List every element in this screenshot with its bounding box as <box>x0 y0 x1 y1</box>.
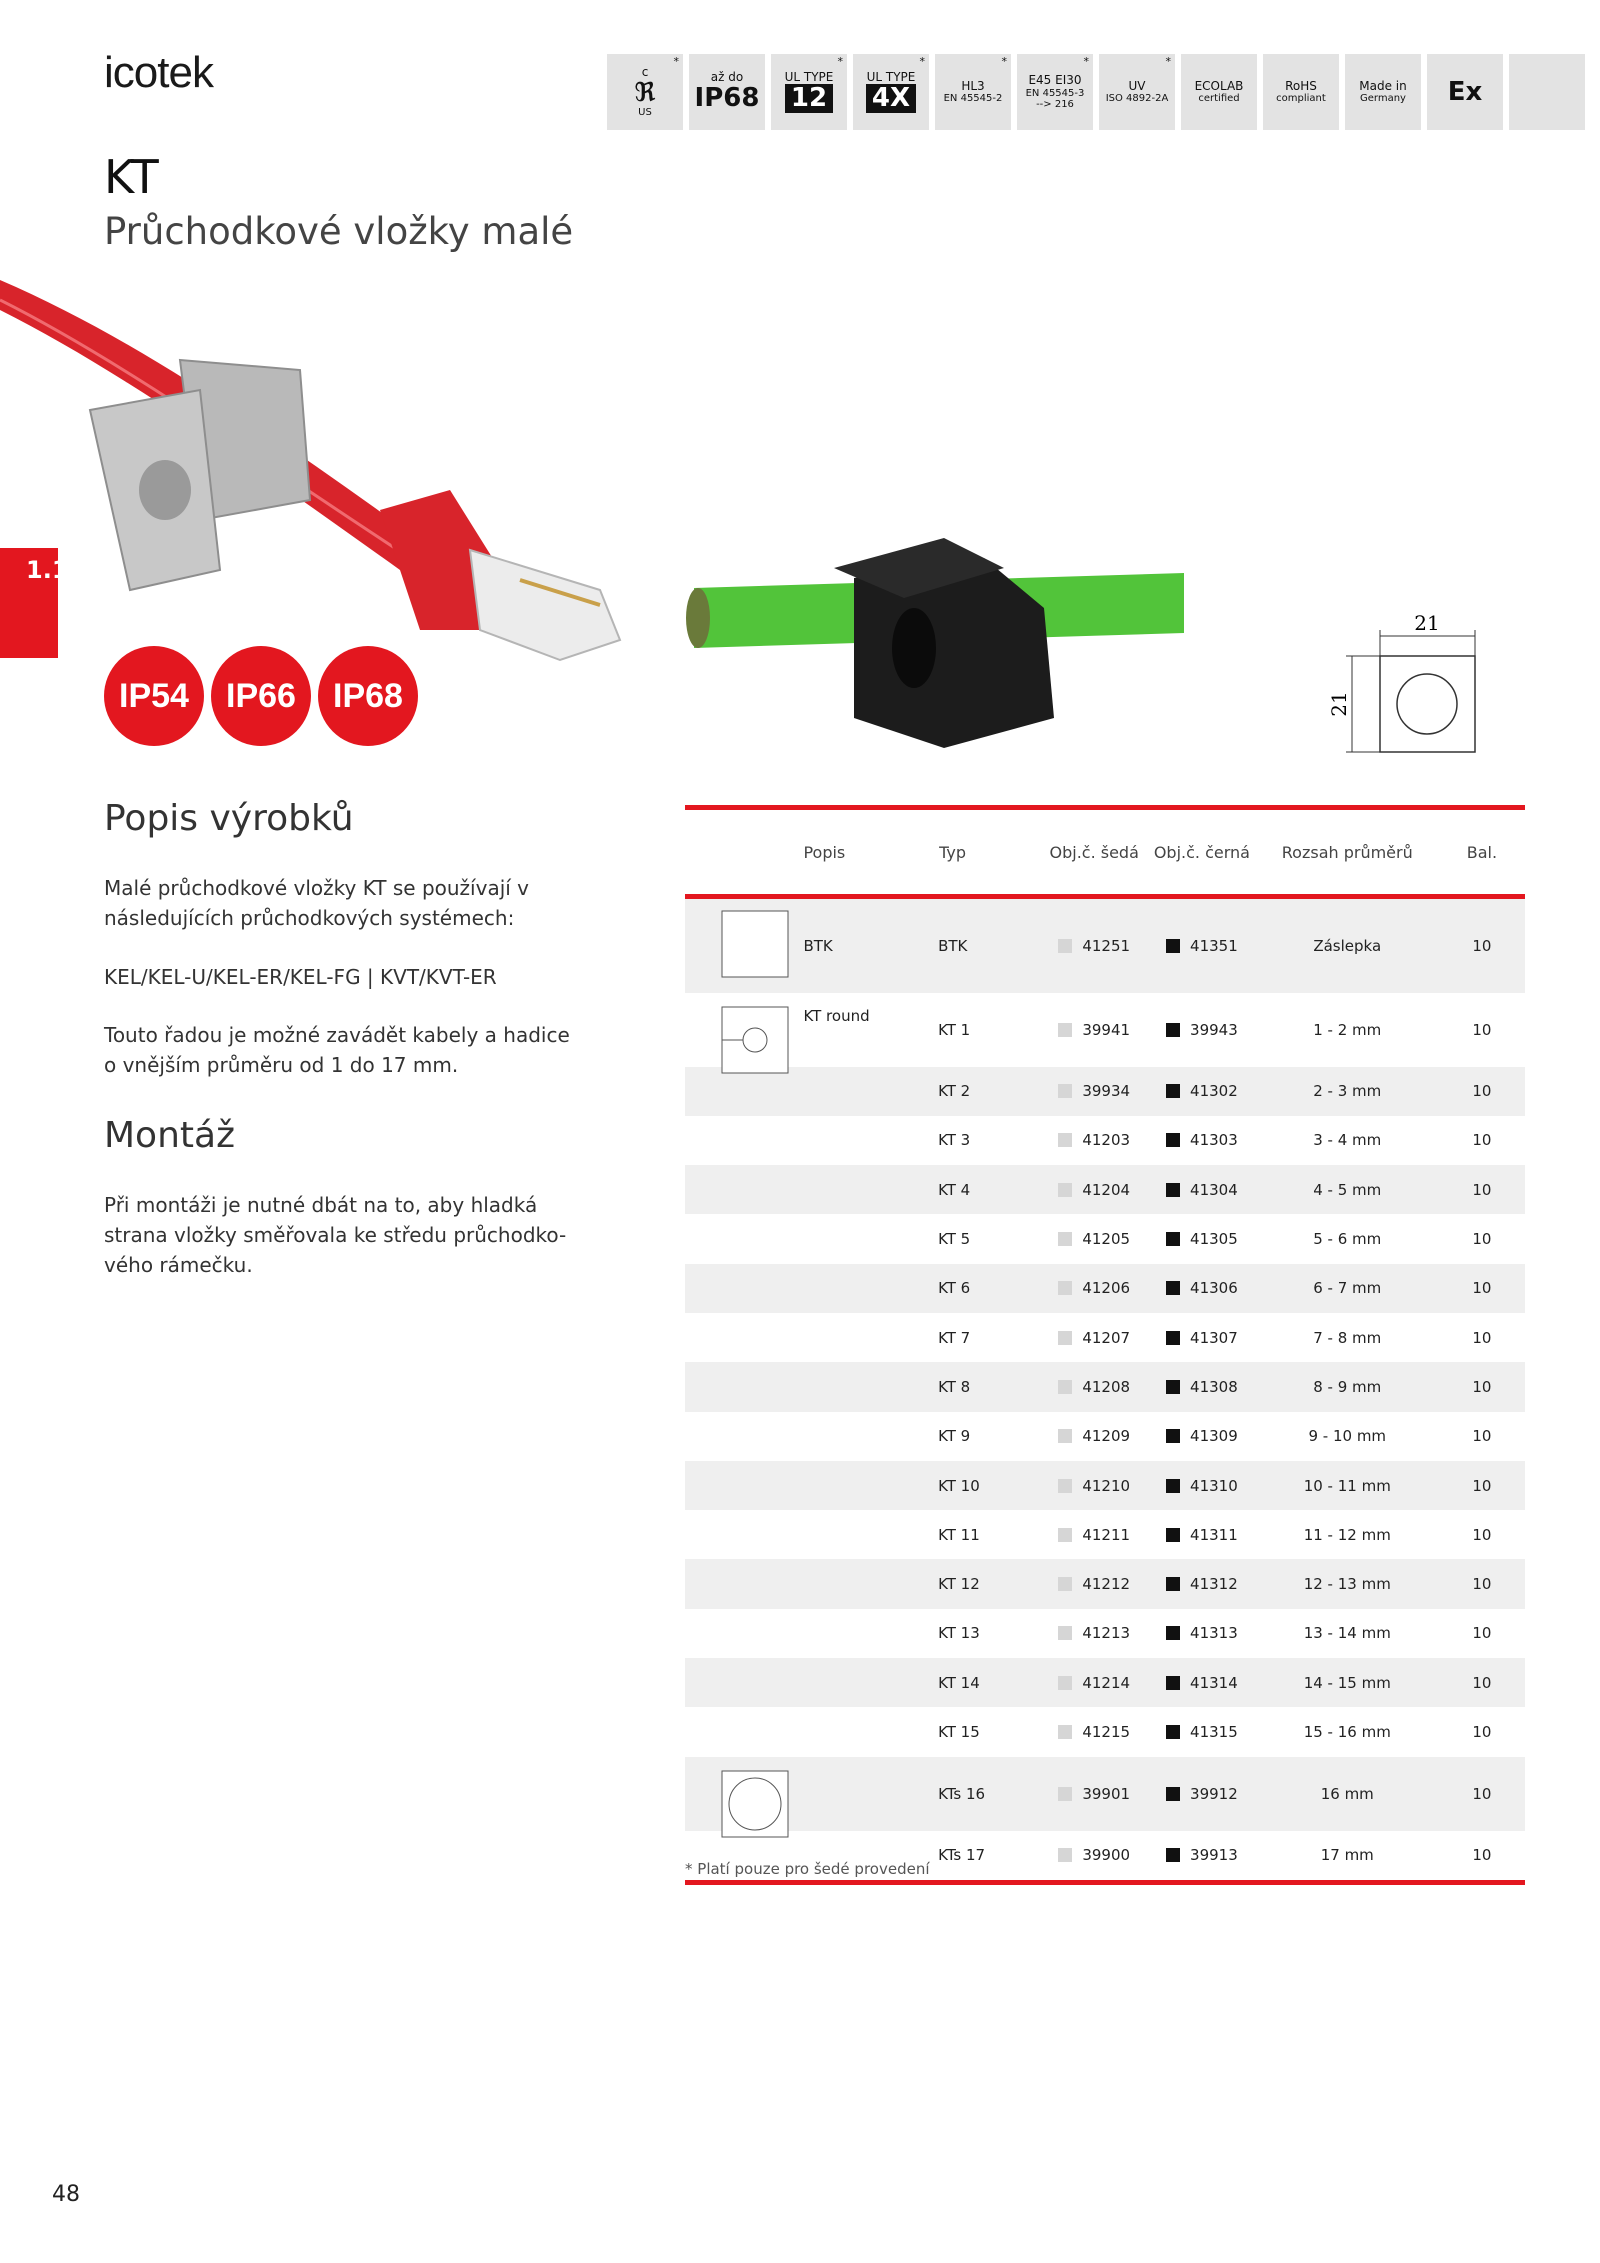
grey-swatch-icon <box>1058 1787 1072 1801</box>
cert-bottom: EN 45545-2 <box>943 93 1003 105</box>
cert-main: IP68 <box>694 83 760 114</box>
black-swatch-icon <box>1166 1528 1180 1542</box>
row-popis <box>803 1461 938 1510</box>
black-swatch-icon <box>1166 1787 1180 1801</box>
certification-badge <box>689 54 765 130</box>
cert-top: UV <box>1128 78 1146 93</box>
row-range: 17 mm <box>1320 1846 1374 1865</box>
row-pack: 10 <box>1472 1476 1492 1495</box>
footnote: * Platí pouze pro šedé provedení <box>685 1860 930 1878</box>
row-grey-order: 41203 <box>1082 1131 1131 1150</box>
asterisk-mark: * <box>1165 55 1171 68</box>
black-swatch-icon <box>1166 1626 1180 1640</box>
row-pack: 10 <box>1472 1131 1492 1150</box>
row-black-order-cell <box>1148 1658 1256 1707</box>
row-pack: 10 <box>1472 1673 1492 1692</box>
row-image-cell <box>685 1165 803 1214</box>
row-image-cell <box>685 1707 803 1756</box>
cert-top: UL TYPE <box>866 70 916 85</box>
row-grey-order-cell <box>1040 1461 1148 1510</box>
table-header-row <box>685 808 1525 897</box>
row-image-cell <box>685 1116 803 1165</box>
row-range: 15 - 16 mm <box>1303 1723 1391 1741</box>
square-cut-circle-icon <box>720 1005 790 1079</box>
row-grey-order-cell <box>1040 1559 1148 1608</box>
row-pack: 10 <box>1472 936 1492 955</box>
certification-badge <box>853 54 929 130</box>
row-grey-order: 41206 <box>1082 1279 1131 1298</box>
row-black-order: 41313 <box>1190 1624 1238 1643</box>
row-image-cell <box>685 1559 803 1608</box>
description-systems: KEL/KEL-U/KEL-ER/KEL-FG | KVT/KVT-ER <box>104 965 497 989</box>
table-row <box>685 1609 1525 1658</box>
row-black-order-cell <box>1148 1757 1256 1831</box>
row-range: 10 - 11 mm <box>1303 1476 1391 1495</box>
row-black-order: 39912 <box>1190 1784 1238 1803</box>
grey-swatch-icon <box>1058 1676 1072 1690</box>
row-image-cell <box>685 897 803 993</box>
cert-bottom: ISO 4892-2A <box>1105 93 1169 105</box>
row-black-order-cell <box>1148 1707 1256 1756</box>
product-photo-black-insert <box>684 518 1184 758</box>
table-row <box>685 1658 1525 1707</box>
row-typ: KT 9 <box>938 1427 971 1446</box>
table-row <box>685 1214 1525 1263</box>
row-typ: KT 14 <box>938 1673 980 1692</box>
asterisk-mark: * <box>1001 55 1007 68</box>
row-range: 14 - 15 mm <box>1303 1673 1391 1692</box>
header-pack: Bal. <box>1466 842 1498 862</box>
table-row <box>685 1559 1525 1608</box>
row-black-order: 39943 <box>1190 1020 1238 1039</box>
row-black-order-cell <box>1148 1559 1256 1608</box>
row-grey-order: 41210 <box>1082 1476 1131 1495</box>
row-pack: 10 <box>1472 1624 1492 1643</box>
grey-swatch-icon <box>1058 1331 1072 1345</box>
header-grey-order: Obj.č. šedá <box>1049 842 1139 862</box>
grey-swatch-icon <box>1058 1725 1072 1739</box>
black-swatch-icon <box>1166 1676 1180 1690</box>
row-range: 13 - 14 mm <box>1303 1624 1391 1643</box>
description-paragraph: Malé průchodkové vložky KT se používají v následujících průchodkových systémech: <box>104 876 529 930</box>
grey-swatch-icon <box>1058 1232 1072 1246</box>
row-typ: KT 3 <box>938 1131 971 1150</box>
square-blank-icon <box>720 909 790 983</box>
black-swatch-icon <box>1166 1429 1180 1443</box>
black-swatch-icon <box>1166 1577 1180 1591</box>
row-black-order: 41312 <box>1190 1575 1238 1594</box>
grey-swatch-icon <box>1058 1084 1072 1098</box>
cert-top: UL TYPE <box>784 70 834 85</box>
cert-top: RoHS <box>1285 78 1317 93</box>
black-swatch-icon <box>1166 1848 1180 1862</box>
grey-swatch-icon <box>1058 1848 1072 1862</box>
grey-swatch-icon <box>1058 1183 1072 1197</box>
row-grey-order-cell <box>1040 1757 1148 1831</box>
row-black-order-cell <box>1148 1214 1256 1263</box>
certification-bar <box>607 54 1585 130</box>
cert-bottom: EN 45545-3 <box>1025 87 1085 99</box>
row-pack: 10 <box>1472 1082 1492 1101</box>
row-popis <box>803 1609 938 1658</box>
row-popis <box>803 1313 938 1362</box>
row-grey-order-cell <box>1040 1214 1148 1263</box>
row-typ: KT 6 <box>938 1279 971 1298</box>
row-grey-order: 39934 <box>1082 1082 1131 1101</box>
ip-badge: IP66 <box>211 646 311 746</box>
row-grey-order-cell <box>1040 1362 1148 1411</box>
asterisk-mark: * <box>1083 55 1089 68</box>
row-typ: KT 13 <box>938 1624 980 1643</box>
row-popis: KT round <box>803 1006 870 1025</box>
grey-swatch-icon <box>1058 1023 1072 1037</box>
row-black-order-cell <box>1148 1362 1256 1411</box>
row-grey-order: 41212 <box>1082 1575 1131 1594</box>
description-range: Touto řadou je možné zavádět kabely a hadice o vnějším průměru od 1 do 17 mm. <box>104 1023 570 1077</box>
certification-badge <box>1509 54 1585 130</box>
black-swatch-icon <box>1166 1281 1180 1295</box>
row-black-order: 41307 <box>1190 1328 1238 1347</box>
row-pack: 10 <box>1472 1427 1492 1446</box>
certification-badge <box>607 54 683 130</box>
row-grey-order-cell <box>1040 1658 1148 1707</box>
row-grey-order: 39941 <box>1082 1020 1131 1039</box>
black-swatch-icon <box>1166 1084 1180 1098</box>
row-typ: KT 5 <box>938 1230 971 1249</box>
row-popis <box>803 1165 938 1214</box>
row-popis <box>803 1067 938 1116</box>
black-swatch-icon <box>1166 939 1180 953</box>
row-popis <box>803 1412 938 1461</box>
row-black-order-cell <box>1148 1609 1256 1658</box>
row-typ: KT 7 <box>938 1328 971 1347</box>
row-black-order: 41305 <box>1190 1230 1238 1249</box>
row-typ: KT 15 <box>938 1723 980 1741</box>
row-black-order-cell <box>1148 1067 1256 1116</box>
row-black-order: 41309 <box>1190 1427 1238 1446</box>
row-grey-order-cell <box>1040 1831 1148 1883</box>
black-swatch-icon <box>1166 1479 1180 1493</box>
table-row <box>685 993 1525 1067</box>
row-range: 12 - 13 mm <box>1303 1575 1391 1594</box>
row-popis <box>803 1214 938 1263</box>
row-image-cell <box>685 1264 803 1313</box>
table-row <box>685 1362 1525 1411</box>
black-swatch-icon <box>1166 1183 1180 1197</box>
cert-top: c <box>641 64 649 79</box>
row-popis: BTK <box>803 936 833 955</box>
row-grey-order: 39901 <box>1082 1784 1131 1803</box>
row-pack: 10 <box>1472 1328 1492 1347</box>
row-grey-order-cell <box>1040 1116 1148 1165</box>
row-pack: 10 <box>1472 1525 1492 1544</box>
table-row <box>685 1707 1525 1756</box>
header-popis: Popis <box>803 842 846 862</box>
table-row <box>685 1510 1525 1559</box>
row-black-order: 41310 <box>1190 1476 1238 1495</box>
cert-main: ℜ <box>634 77 656 108</box>
grey-swatch-icon <box>1058 1429 1072 1443</box>
row-grey-order-cell <box>1040 1609 1148 1658</box>
grey-swatch-icon <box>1058 1133 1072 1147</box>
grey-swatch-icon <box>1058 1626 1072 1640</box>
row-black-order: 39913 <box>1190 1846 1238 1865</box>
product-table <box>685 805 1525 1885</box>
certification-badge <box>771 54 847 130</box>
row-black-order: 41351 <box>1190 936 1238 955</box>
dimension-height-label: 21 <box>1327 691 1351 717</box>
row-grey-order: 41205 <box>1082 1230 1131 1249</box>
row-grey-order-cell <box>1040 897 1148 993</box>
row-image-cell <box>685 1362 803 1411</box>
row-black-order-cell <box>1148 1264 1256 1313</box>
table-row <box>685 1412 1525 1461</box>
row-black-order-cell <box>1148 993 1256 1067</box>
row-pack: 10 <box>1472 1784 1492 1803</box>
row-grey-order: 41251 <box>1082 936 1131 955</box>
header-image <box>685 808 803 897</box>
row-image-cell <box>685 1609 803 1658</box>
grey-swatch-icon <box>1058 1577 1072 1591</box>
row-black-order-cell <box>1148 1831 1256 1883</box>
table-row <box>685 897 1525 993</box>
row-image-cell <box>685 1214 803 1263</box>
asterisk-mark: * <box>919 55 925 68</box>
row-typ: KT 8 <box>938 1377 971 1396</box>
row-range: 8 - 9 mm <box>1313 1377 1382 1396</box>
row-black-order: 41311 <box>1190 1525 1238 1544</box>
dimension-width-label: 21 <box>1414 611 1440 635</box>
cert-top: Made in <box>1359 78 1407 93</box>
ip-badge: IP68 <box>318 646 418 746</box>
row-image-cell <box>685 993 803 1067</box>
brand-logo: icotek <box>104 48 213 97</box>
row-pack: 10 <box>1472 1279 1492 1298</box>
cert-main: 4X <box>866 84 916 113</box>
description-heading: Popis výrobků <box>104 798 354 839</box>
row-image-cell <box>685 1658 803 1707</box>
header-typ: Typ <box>939 842 966 862</box>
row-grey-order: 41214 <box>1082 1673 1131 1692</box>
asterisk-mark: * <box>673 55 679 68</box>
row-range: 2 - 3 mm <box>1313 1082 1382 1101</box>
row-grey-order: 41211 <box>1082 1525 1131 1544</box>
row-grey-order-cell <box>1040 1510 1148 1559</box>
row-popis <box>803 1264 938 1313</box>
row-grey-order-cell <box>1040 1412 1148 1461</box>
row-black-order: 41315 <box>1190 1723 1238 1741</box>
row-black-order: 41303 <box>1190 1131 1238 1150</box>
row-typ: KTs 17 <box>938 1846 986 1865</box>
cert-top: ECOLAB <box>1194 78 1244 93</box>
table-row <box>685 1116 1525 1165</box>
grey-swatch-icon <box>1058 1528 1072 1542</box>
row-grey-order: 39900 <box>1082 1846 1131 1865</box>
table-row <box>685 1264 1525 1313</box>
row-grey-order-cell <box>1040 1707 1148 1756</box>
certification-badge <box>1017 54 1093 130</box>
row-pack: 10 <box>1472 1180 1492 1199</box>
row-black-order-cell <box>1148 1116 1256 1165</box>
row-range: 5 - 6 mm <box>1313 1230 1382 1249</box>
row-grey-order-cell <box>1040 1067 1148 1116</box>
row-popis <box>803 1510 938 1559</box>
mounting-heading: Montáž <box>104 1115 235 1156</box>
black-swatch-icon <box>1166 1380 1180 1394</box>
row-popis <box>803 1116 938 1165</box>
row-black-order-cell <box>1148 897 1256 993</box>
row-range: Záslepka <box>1313 936 1382 955</box>
cert-bottom: certified <box>1198 93 1240 105</box>
cert-bottom: compliant <box>1276 93 1326 105</box>
table-row <box>685 1461 1525 1510</box>
square-circle-icon <box>720 1769 790 1843</box>
row-popis <box>803 1707 938 1756</box>
row-range: 9 - 10 mm <box>1308 1427 1387 1446</box>
certification-badge <box>1427 54 1503 130</box>
row-pack: 10 <box>1472 1020 1492 1039</box>
product-photo-grey-insert <box>0 290 640 670</box>
row-typ: KT 10 <box>938 1476 980 1495</box>
cert-top: HL3 <box>961 78 985 93</box>
row-grey-order-cell <box>1040 1165 1148 1214</box>
certification-badge <box>1181 54 1257 130</box>
row-black-order: 41302 <box>1190 1082 1238 1101</box>
row-black-order: 41304 <box>1190 1180 1238 1199</box>
grey-swatch-icon <box>1058 939 1072 953</box>
grey-swatch-icon <box>1058 1380 1072 1394</box>
row-range: 7 - 8 mm <box>1313 1328 1382 1347</box>
row-typ: KTs 16 <box>938 1784 986 1803</box>
row-typ: BTK <box>938 936 968 955</box>
row-black-order: 41308 <box>1190 1377 1238 1396</box>
row-typ: KT 4 <box>938 1180 971 1199</box>
row-black-order: 41306 <box>1190 1279 1238 1298</box>
header-range: Rozsah průměrů <box>1281 842 1413 862</box>
row-typ: KT 2 <box>938 1082 971 1101</box>
cert-top: až do <box>710 70 744 85</box>
black-swatch-icon <box>1166 1331 1180 1345</box>
row-pack: 10 <box>1472 1377 1492 1396</box>
row-black-order: 41314 <box>1190 1673 1238 1692</box>
certification-badge <box>1263 54 1339 130</box>
table-row <box>685 1067 1525 1116</box>
row-pack: 10 <box>1472 1723 1492 1741</box>
row-typ: KT 12 <box>938 1575 980 1594</box>
table-row <box>685 1757 1525 1831</box>
row-popis <box>803 1559 938 1608</box>
row-range: 4 - 5 mm <box>1313 1180 1382 1199</box>
row-black-order-cell <box>1148 1461 1256 1510</box>
grey-swatch-icon <box>1058 1479 1072 1493</box>
row-range: 3 - 4 mm <box>1313 1131 1382 1150</box>
row-grey-order-cell <box>1040 1264 1148 1313</box>
row-image-cell <box>685 1412 803 1461</box>
certification-badge <box>1099 54 1175 130</box>
dimension-drawing <box>1327 611 1490 762</box>
row-black-order-cell <box>1148 1412 1256 1461</box>
black-swatch-icon <box>1166 1023 1180 1037</box>
cert-bottom: US <box>638 107 652 119</box>
row-popis <box>803 1757 938 1831</box>
cert-top: E45 EI30 <box>1028 73 1082 88</box>
row-pack: 10 <box>1472 1846 1492 1865</box>
black-swatch-icon <box>1166 1133 1180 1147</box>
cert-note: --> 216 <box>1036 98 1074 110</box>
page-number: 48 <box>52 2182 80 2207</box>
row-image-cell <box>685 1461 803 1510</box>
cert-bottom: Germany <box>1360 93 1406 105</box>
asterisk-mark: * <box>837 55 843 68</box>
row-black-order-cell <box>1148 1313 1256 1362</box>
row-typ: KT 1 <box>938 1020 971 1039</box>
cert-main: 12 <box>785 84 833 113</box>
row-grey-order: 41208 <box>1082 1377 1131 1396</box>
row-popis <box>803 1658 938 1707</box>
row-range: 1 - 2 mm <box>1313 1020 1382 1039</box>
row-image-cell <box>685 1757 803 1831</box>
row-pack: 10 <box>1472 1575 1492 1594</box>
mounting-paragraph: Při montáži je nutné dbát na to, aby hladká strana vložky směřovala ke středu průchodko- vého rámečku. <box>104 1193 567 1277</box>
row-black-order-cell <box>1148 1165 1256 1214</box>
row-range: 16 mm <box>1320 1784 1374 1803</box>
header-black-order: Obj.č. černá <box>1153 842 1250 862</box>
certification-badge <box>1345 54 1421 130</box>
row-typ: KT 11 <box>938 1525 980 1544</box>
cert-top: Ex <box>1447 76 1483 107</box>
row-grey-order: 41207 <box>1082 1328 1131 1347</box>
row-image-cell <box>685 1510 803 1559</box>
page-title: KT <box>104 150 159 204</box>
row-grey-order: 41215 <box>1082 1723 1131 1741</box>
section-tab-label: 1.1 <box>26 556 69 584</box>
page-subtitle: Průchodkové vložky malé <box>104 210 574 253</box>
row-grey-order: 41209 <box>1082 1427 1131 1446</box>
certification-badge <box>935 54 1011 130</box>
row-pack: 10 <box>1472 1230 1492 1249</box>
row-range: 11 - 12 mm <box>1303 1525 1391 1544</box>
table-row <box>685 1313 1525 1362</box>
ip-badge: IP54 <box>104 646 204 746</box>
row-grey-order: 41204 <box>1082 1180 1131 1199</box>
row-grey-order: 41213 <box>1082 1624 1131 1643</box>
table-row <box>685 1165 1525 1214</box>
black-swatch-icon <box>1166 1725 1180 1739</box>
row-grey-order-cell <box>1040 1313 1148 1362</box>
row-black-order-cell <box>1148 1510 1256 1559</box>
row-image-cell <box>685 1313 803 1362</box>
black-swatch-icon <box>1166 1232 1180 1246</box>
row-popis <box>803 1362 938 1411</box>
grey-swatch-icon <box>1058 1281 1072 1295</box>
row-grey-order-cell <box>1040 993 1148 1067</box>
row-range: 6 - 7 mm <box>1313 1279 1382 1298</box>
